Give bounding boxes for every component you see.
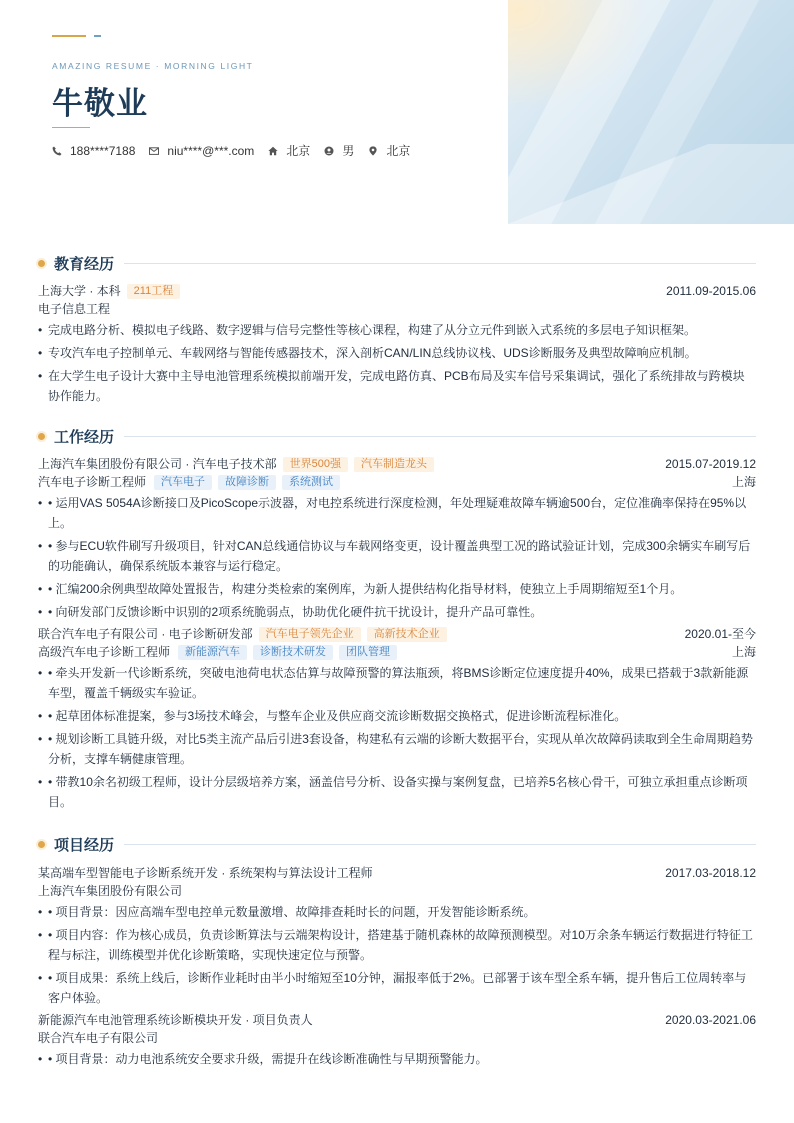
- contact-gender: [324, 142, 354, 159]
- contact-location: [368, 142, 410, 159]
- project-entry: [38, 864, 756, 1008]
- list-item: • • 项目背景：因应高端车型电控单元数量激增、故障排查耗时长的问题，开发智能诊断系统。: [38, 902, 756, 922]
- project-period: 2020.03-2021.06: [665, 1013, 756, 1027]
- list-item: • • 项目背景：动力电池系统安全要求升级，需提升在线诊断准确性与早期预警能力。: [38, 1049, 756, 1069]
- section-divider: [124, 263, 756, 264]
- list-item: • • 向研发部门反馈诊断中识别的2项系统脆弱点，协助优化硬件抗干扰设计，提升产品可靠性。: [38, 602, 756, 622]
- section-dot: [38, 260, 45, 267]
- home-icon: [268, 146, 278, 156]
- candidate-name: 牛敬业: [52, 86, 148, 121]
- name-underline: [52, 127, 90, 128]
- list-item: • • 规划诊断工具链升级，对比5类主流产品后引进3套设备，构建私有云端的诊断大数据平台，实现从单次故障码读取到全生命周期趋势分析，支撑车辆健康管理。: [38, 729, 756, 769]
- list-item: • • 运用VAS 5054A诊断接口及PicoScope示波器，对电控系统进行深度检测，年处理疑难故障车辆逾500台，定位准确率保持在95%以上。: [38, 493, 756, 533]
- phone-icon: [52, 146, 62, 156]
- job-entry: [38, 625, 756, 812]
- section-header: [38, 834, 756, 854]
- job-role: 高级汽车电子诊断工程师: [38, 645, 171, 659]
- company-tag: 汽车制造龙头: [354, 457, 434, 472]
- section-dot: [38, 841, 45, 848]
- list-item: • • 参与ECU软件刷写升级项目，针对CAN总线通信协议与车载网络变更，设计覆盖典型工况的路试验证计划，完成300余辆实车刷写后的功能确认，确保系统版本兼容与运行稳定。: [38, 536, 756, 576]
- contact-home-value: 北京: [286, 144, 311, 158]
- work-section: [38, 426, 756, 815]
- role-tag: 新能源汽车: [178, 645, 247, 660]
- company-tag: 高新技术企业: [367, 627, 447, 642]
- job-bullets: [38, 663, 756, 812]
- role-tag: 团队管理: [339, 645, 397, 660]
- project-org: 上海汽车集团股份有限公司: [38, 884, 183, 898]
- contact-email-value: niu****@***.com: [167, 143, 255, 158]
- list-item: • • 带教10余名初级工程师，设计分层级培养方案，涵盖信号分析、设备实操与案例复盘，已培养5名核心骨干，可独立承担重点诊断项目。: [38, 772, 756, 812]
- company-name: 上海汽车集团股份有限公司 · 汽车电子技术部: [38, 457, 277, 471]
- education-bullets: [38, 320, 756, 406]
- job-city: 上海: [731, 475, 756, 489]
- job-role-row: [38, 473, 756, 491]
- list-item: • 在大学生电子设计大赛中主导电池管理系统模拟前端开发，完成电路仿真、PCB布局及实车信号采集调试，强化了系统排故与跨模块协作能力。: [38, 366, 756, 406]
- role-tag: 系统测试: [282, 475, 340, 490]
- project-name: 新能源汽车电池管理系统诊断模块开发 · 项目负责人: [38, 1013, 313, 1027]
- education-header: [38, 282, 756, 300]
- role-tag: 诊断技术研发: [253, 645, 333, 660]
- section-divider: [124, 436, 756, 437]
- project-header: [38, 864, 756, 882]
- section-title: 工作经历: [54, 428, 115, 446]
- education-period: 2011.09-2015.06: [666, 284, 756, 298]
- list-item: • 专攻汽车电子控制单元、车载网络与智能传感器技术，深入剖析CAN/LIN总线协议栈、UDS诊断服务及典型故障响应机制。: [38, 343, 756, 363]
- projects-section: [38, 834, 756, 1072]
- list-item: • • 项目内容：作为核心成员，负责诊断算法与云端架构设计，搭建基于随机森林的故障预测模型。对10万余条车辆运行数据进行特征工程与标注，训练模型并优化诊断策略，实现快速定位与预警。: [38, 925, 756, 965]
- header-decoration: [508, 0, 794, 224]
- project-bullets: [38, 902, 756, 1008]
- job-entry: [38, 455, 756, 622]
- contact-phone-value: 188****7188: [70, 143, 136, 158]
- major: 电子信息工程: [38, 302, 111, 316]
- contact-location-value: 北京: [386, 144, 411, 158]
- project-header: [38, 1011, 756, 1029]
- resume-subtitle: AMAZING RESUME · MORNING LIGHT: [52, 61, 254, 71]
- education-major-row: [38, 300, 756, 318]
- contact-list: [52, 142, 424, 159]
- section-title: 项目经历: [54, 836, 115, 854]
- location-pin-icon: [368, 146, 378, 156]
- contact-gender-value: 男: [342, 144, 355, 158]
- list-item: • • 牵头开发新一代诊断系统，突破电池荷电状态估算与故障预警的算法瓶颈，将BMS诊断定位速度提升40%，成果已搭载于3款新能源车型，覆盖千辆级实车验证。: [38, 663, 756, 703]
- mail-icon: [149, 146, 159, 156]
- section-header: [38, 253, 756, 273]
- contact-email: [149, 144, 254, 158]
- role-tag: 汽车电子: [154, 475, 212, 490]
- contact-home: [268, 142, 310, 159]
- job-company-row: [38, 455, 756, 473]
- company-tag: 世界500强: [283, 457, 348, 472]
- list-item: • • 汇编200余例典型故障处置报告，构建分类检索的案例库，为新人提供结构化指导材料，使独立上手周期缩短至1个月。: [38, 579, 756, 599]
- list-item: • 完成电路分析、模拟电子线路、数字逻辑与信号完整性等核心课程，构建了从分立元件到嵌入式系统的多层电子知识框架。: [38, 320, 756, 340]
- section-title: 教育经历: [54, 255, 115, 273]
- job-role: 汽车电子诊断工程师: [38, 475, 147, 489]
- job-period: 2015.07-2019.12: [665, 457, 756, 471]
- job-period: 2020.01-至今: [684, 627, 756, 641]
- school-tag: 211工程: [127, 284, 181, 299]
- school-name: 上海大学 · 本科: [38, 284, 121, 298]
- job-city: 上海: [731, 645, 756, 659]
- project-org-row: [38, 1029, 756, 1047]
- list-item: • • 项目成果：系统上线后，诊断作业耗时由半小时缩短至10分钟，漏报率低于2%。已部署于该车型全系车辆，提升售后工位周转率与客户体验。: [38, 968, 756, 1008]
- project-org-row: [38, 882, 756, 900]
- company-tag: 汽车电子领先企业: [259, 627, 361, 642]
- project-org: 联合汽车电子有限公司: [38, 1031, 159, 1045]
- company-name: 联合汽车电子有限公司 · 电子诊断研发部: [38, 627, 253, 641]
- accent-lines: [52, 35, 101, 53]
- section-header: [38, 426, 756, 446]
- education-section: [38, 253, 756, 409]
- section-dot: [38, 433, 45, 440]
- job-bullets: [38, 493, 756, 622]
- section-divider: [124, 844, 756, 845]
- list-item: • • 起草团体标准提案，参与3场技术峰会，与整车企业及供应商交流诊断数据交换格式，促进诊断流程标准化。: [38, 706, 756, 726]
- project-entry: [38, 1011, 756, 1069]
- contact-phone: [52, 144, 135, 158]
- gender-icon: [324, 146, 334, 156]
- project-bullets: [38, 1049, 756, 1069]
- project-period: 2017.03-2018.12: [665, 866, 756, 880]
- job-company-row: [38, 625, 756, 643]
- job-role-row: [38, 643, 756, 661]
- role-tag: 故障诊断: [218, 475, 276, 490]
- project-name: 某高端车型智能电子诊断系统开发 · 系统架构与算法设计工程师: [38, 866, 373, 880]
